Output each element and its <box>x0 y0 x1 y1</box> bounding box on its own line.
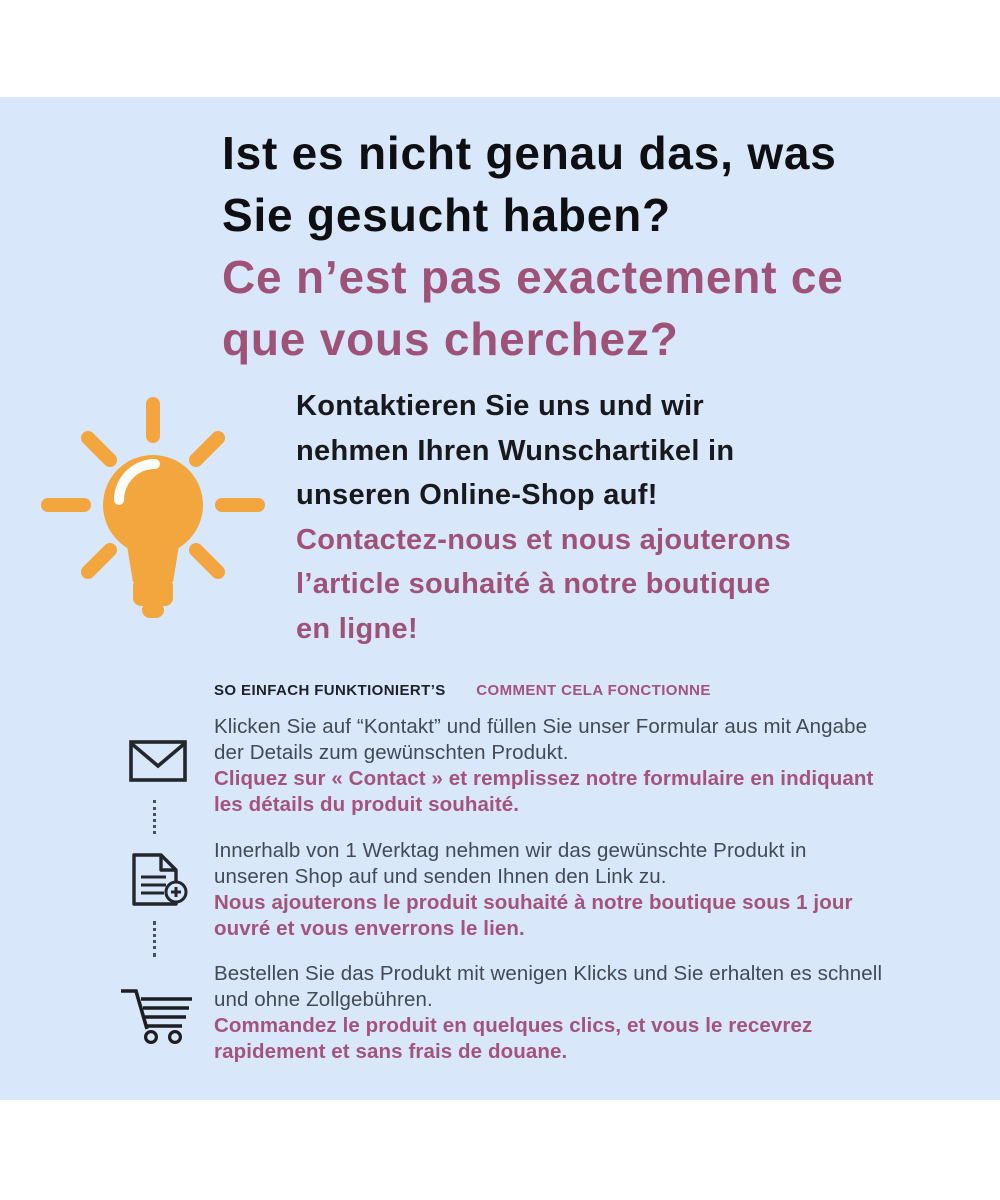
step-3-de-line1: Bestellen Sie das Produkt mit wenigen Klicks und Sie erhalten es schnell <box>214 962 883 985</box>
step-1-text <box>214 714 873 818</box>
step-2-fr-line2: ouvré et vous enverrons le lien. <box>214 917 525 940</box>
step-3-text <box>214 961 882 1065</box>
cart-icon <box>116 984 196 1044</box>
intro-de-line1: Kontaktieren Sie uns und wir <box>296 390 705 422</box>
dotted-connector <box>153 921 156 957</box>
intro-de-line2: nehmen Ihren Wunschartikel in <box>296 434 735 467</box>
headline-fr-line2: que vous cherchez? <box>222 313 679 365</box>
headline-fr-line1: Ce n’est pas exactement ce <box>222 251 844 303</box>
lightbulb-icon <box>40 390 270 625</box>
step-2-de-line1: Innerhalb von 1 Werktag nehmen wir das gewünschte Produkt in <box>214 839 807 862</box>
headline-de-line2: Sie gesucht haben? <box>222 189 671 241</box>
headline-de-line1: Ist es nicht genau das, was <box>222 127 837 179</box>
dotted-connector <box>153 800 156 834</box>
step-3-fr-line2: rapidement et sans frais de douane. <box>214 1040 568 1063</box>
how-it-works-label <box>214 682 711 699</box>
intro-fr-line1: Contactez-nous et nous ajouterons <box>296 523 791 556</box>
how-it-works-label-de: SO EINFACH FUNKTIONIERT’S <box>214 682 446 699</box>
document-add-icon <box>126 852 190 908</box>
step-2-text <box>214 838 853 942</box>
step-2-fr-line1: Nous ajouterons le produit souhaité à notre boutique sous 1 jour <box>214 891 853 914</box>
step-1-de-line1: Klicken Sie auf “Kontakt” und füllen Sie unser Formular aus mit Angabe <box>214 715 868 738</box>
step-3-de-line2: und ohne Zollgebühren. <box>214 988 433 1011</box>
intro-fr-line3: en ligne! <box>296 612 418 645</box>
intro-de-line3: unseren Online-Shop auf! <box>296 479 658 511</box>
how-it-works-label-fr: COMMENT CELA FONCTIONNE <box>476 682 711 699</box>
envelope-icon <box>129 740 187 782</box>
headline <box>222 122 844 370</box>
step-1-fr-line2: les détails du produit souhaité. <box>214 793 520 816</box>
intro-paragraph <box>296 384 791 651</box>
step-1-de-line2: der Details zum gewünschten Produkt. <box>214 741 569 764</box>
step-1-fr-line1: Cliquez sur « Contact » et remplissez notre formulaire en indiquant <box>214 767 874 790</box>
step-3-fr-line1: Commandez le produit en quelques clics, et vous le recevrez <box>214 1014 813 1037</box>
step-2-de-line2: unseren Shop auf und senden Ihnen den Link zu. <box>214 865 667 888</box>
intro-fr-line2: l’article souhaité à notre boutique <box>296 568 771 600</box>
